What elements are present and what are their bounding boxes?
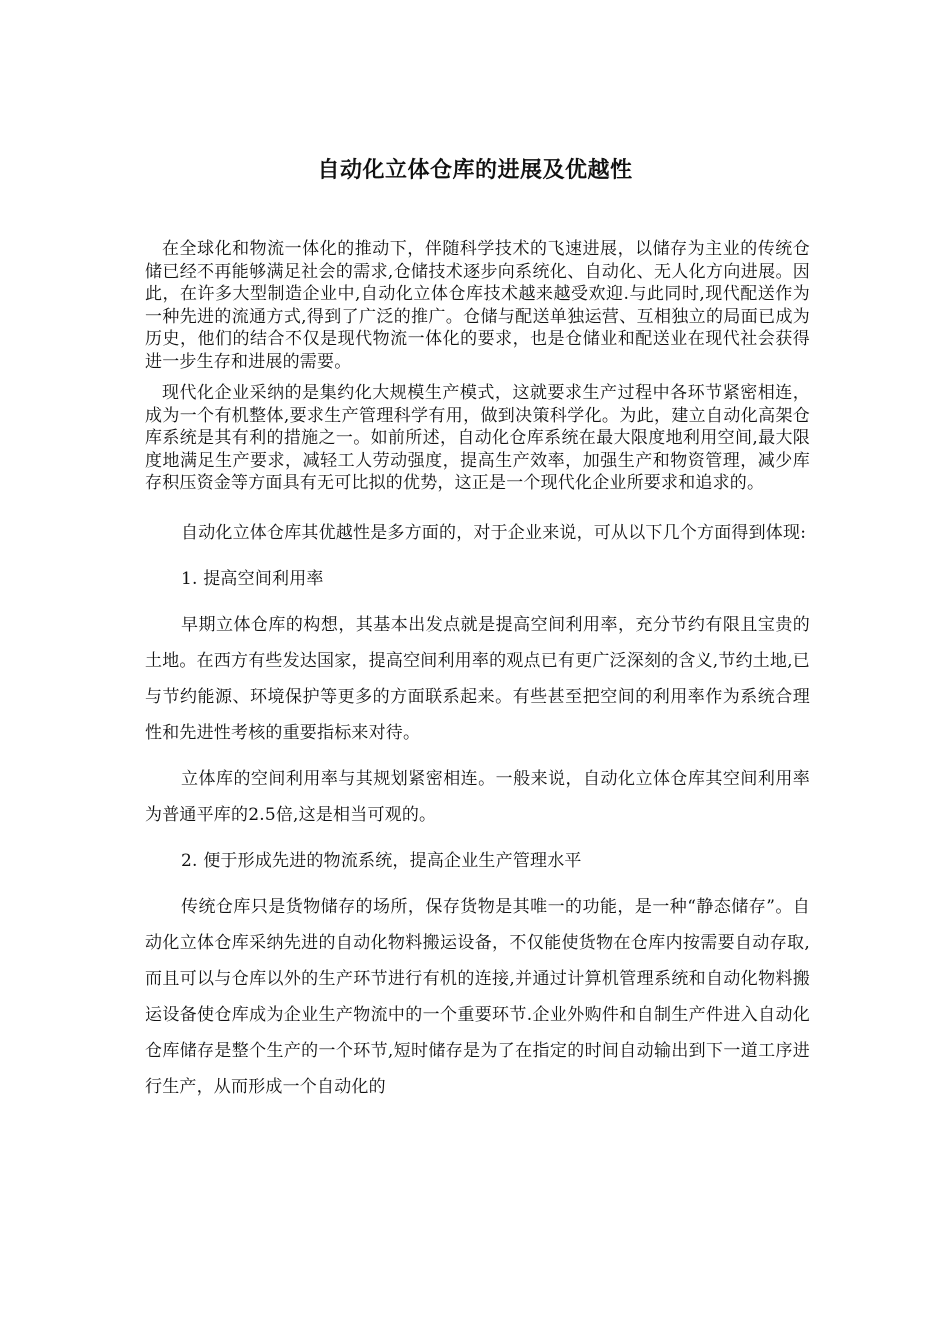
section-heading-logistics-system: 2. 便于形成先进的物流系统，提高企业生产管理水平 [181, 850, 582, 871]
paragraph-intro: 在全球化和物流一体化的推动下，伴随科学技术的飞速进展，以储存为主业的传统仓储已经不再能够满足社会的需求,仓储技术逐步向系统化、自动化、无人化方向进展。因此，在许多大型制造企业中,自动化立体仓库技术越来越受欢迎.与此同时,现代配送作为一种先进的流通方式,得到了广泛的推广。仓储与配送单独运营、互相独立的局面已成为历史，他们的结合不仅是现代物流一体化的要求，也是仓储业和配送业在现代社会获得进一步生存和进展的需要。 [145, 239, 810, 372]
paragraph-advantages-intro: 自动化立体仓库其优越性是多方面的，对于企业来说，可从以下几个方面得到体现: [181, 522, 807, 543]
paragraph-early-warehouse: 早期立体仓库的构想，其基本出发点就是提高空间利用率，充分节约有限且宝贵的土地。在西方有些发达国家，提高空间利用率的观点已有更广泛深刻的含义,节约土地,已与节约能源、环境保护等更多的方面联系起来。有些甚至把空间的利用率作为系统合理性和先进性考核的重要指标来对待。 [145, 614, 810, 743]
section-heading-space-utilization: 1. 提高空间利用率 [181, 568, 324, 589]
document-body [145, 238, 810, 1115]
paragraph-space-ratio: 立体库的空间利用率与其规划紧密相连。一般来说，自动化立体仓库其空间利用率为普通平库的2.5倍,这是相当可观的。 [145, 768, 810, 825]
paragraph-traditional-warehouse: 传统仓库只是货物储存的场所，保存货物是其唯一的功能，是一种“静态储存”。自动化立体仓库采纳先进的自动化物料搬运设备，不仅能使货物在仓库内按需要自动存取,而且可以与仓库以外的生产环节进行有机的连接,并通过计算机管理系统和自动化物料搬运设备使仓库成为企业生产物流中的一个重要环节.企业外购件和自制生产件进入自动化仓库储存是整个生产的一个环节,短时储存是为了在指定的时间自动输出到下一道工序进行生产，从而形成一个自动化的 [145, 896, 810, 1097]
paragraph-modern-enterprise: 现代化企业采纳的是集约化大规模生产模式，这就要求生产过程中各环节紧密相连，成为一个有机整体,要求生产管理科学有用，做到决策科学化。为此，建立自动化高架仓库系统是其有利的措施之一。如前所述，自动化仓库系统在最大限度地利用空间,最大限度地满足生产要求，减轻工人劳动强度，提高生产效率，加强生产和物资管理，减少库存积压资金等方面具有无可比拟的优势，这正是一个现代化企业所要求和追求的。 [145, 383, 810, 493]
document-title: 自动化立体仓库的进展及优越性 [317, 158, 633, 183]
